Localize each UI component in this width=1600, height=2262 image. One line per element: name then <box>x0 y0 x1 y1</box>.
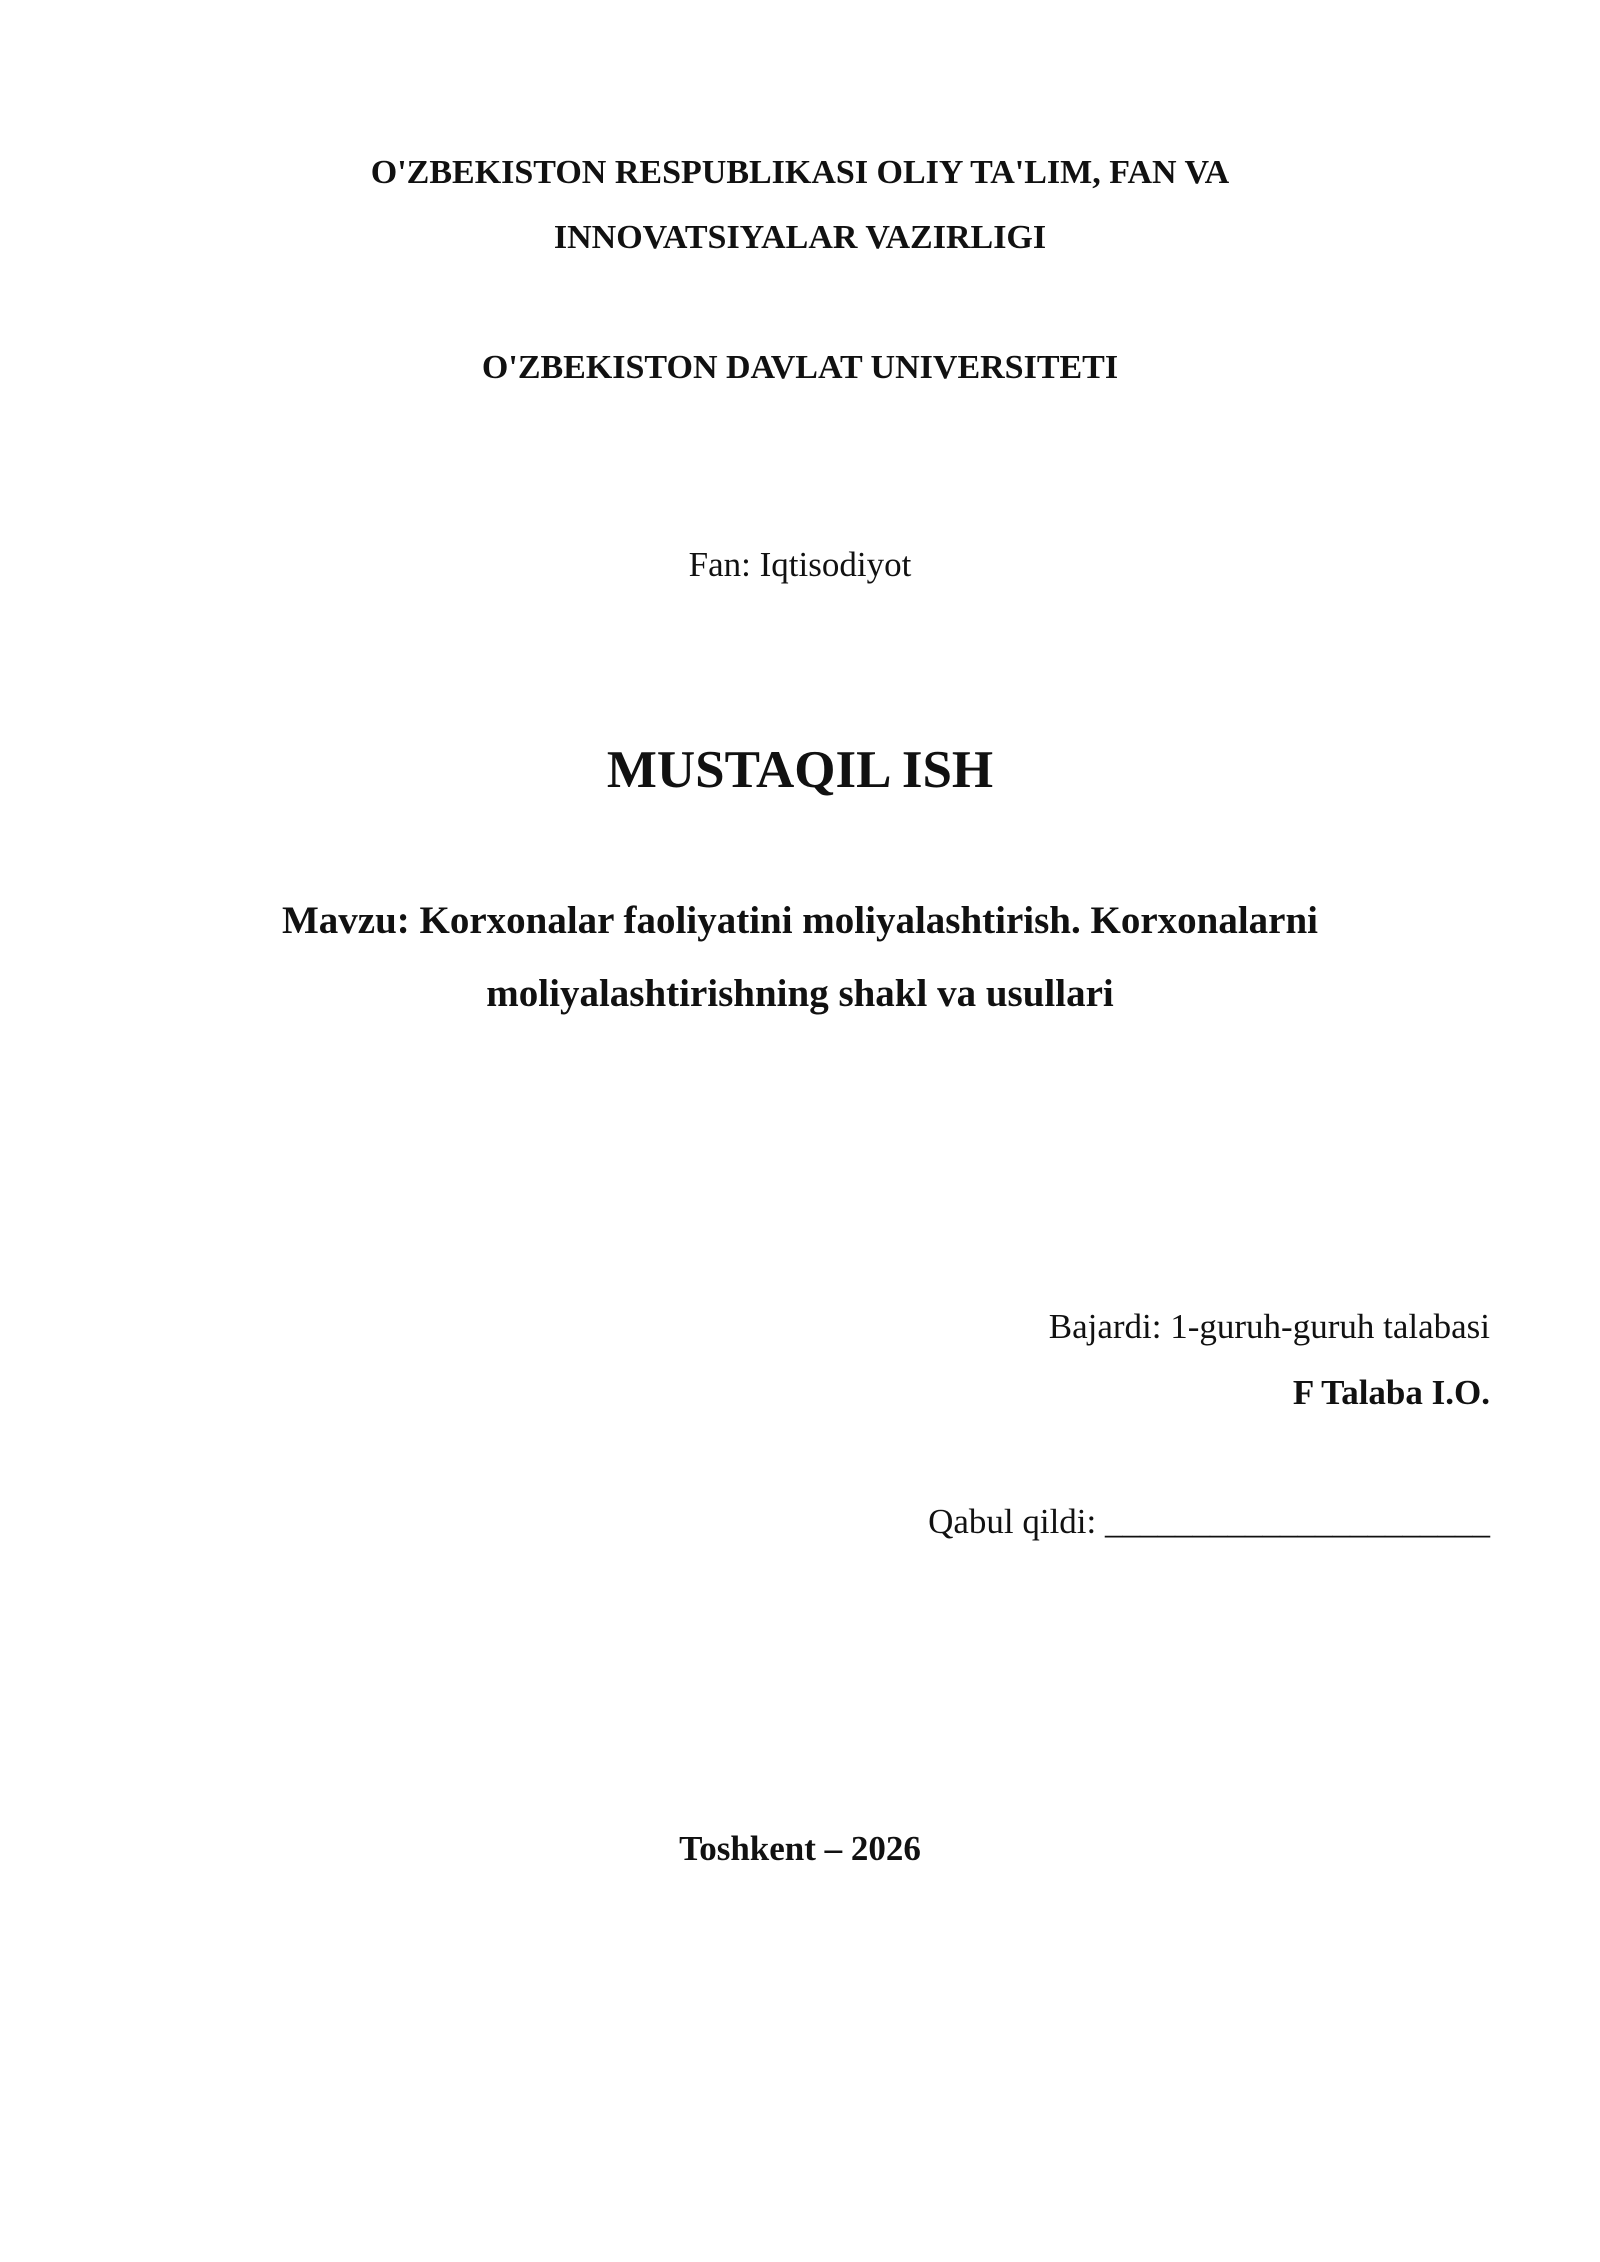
topic-line-1: Mavzu: Korxonalar faoliyatini moliyalashtirish. Korxonalarni <box>281 899 1319 942</box>
subject-label: Fan: Iqtisodiyot <box>688 545 912 584</box>
student-name: F Talaba I.O. <box>1292 1373 1490 1412</box>
city-year: Toshkent – 2026 <box>679 1829 921 1868</box>
topic-line-2: moliyalashtirishning shakl va usullari <box>486 972 1114 1015</box>
accepted-by: Qabul qildi: ______________________ <box>928 1502 1490 1541</box>
ministry-name-line-1: O'ZBEKISTON RESPUBLIKASI OLIY TA'LIM, FAN VA <box>370 154 1230 191</box>
performed-by: Bajardi: 1-guruh-guruh talabasi <box>1048 1307 1490 1346</box>
university-name: O'ZBEKISTON DAVLAT UNIVERSITETI <box>481 349 1119 386</box>
document-title: MUSTAQIL ISH <box>606 741 994 799</box>
ministry-name-line-2: INNOVATSIYALAR VAZIRLIGI <box>553 219 1047 256</box>
